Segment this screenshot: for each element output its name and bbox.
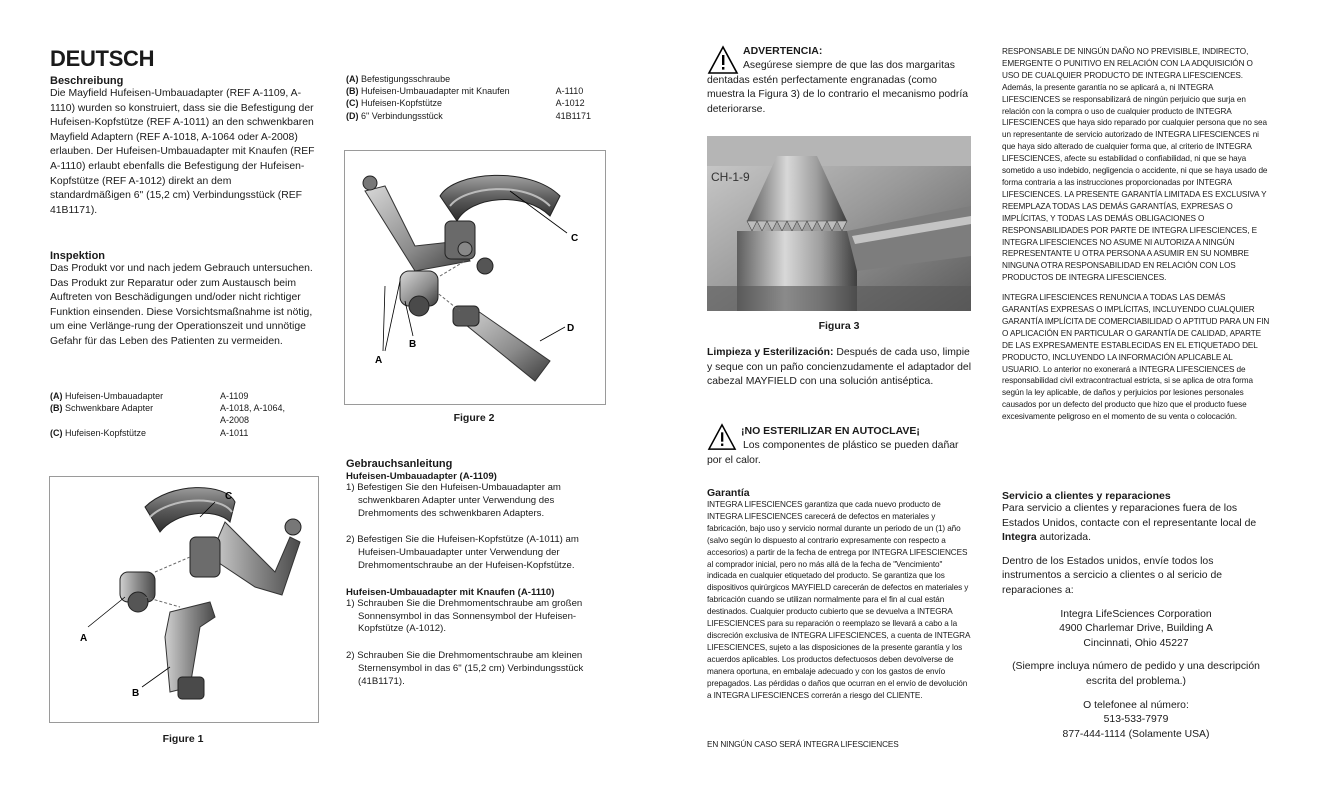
figure-2 bbox=[344, 150, 606, 405]
inspektion-text: Das Produkt vor und nach jedem Gebrauch untersuchen. Das Produkt zur Reparatur oder zum Austausch beim Auftreten von Beschädigungen und/oder nicht richtiger Funktion einsenden. Diese Vorsichtsmaßnahme ist nötig, um eine Verlänge-rung der Operationszeit und unnötige Gefahr für das Leben des Patienten zu vermeiden. bbox=[50, 263, 313, 347]
part-key: (B) bbox=[346, 86, 359, 97]
address-block bbox=[1002, 608, 1270, 652]
table-row bbox=[346, 97, 591, 109]
parts-list-fig1 bbox=[50, 390, 315, 439]
dentro-text: Dentro de los Estados unidos, envíe todos los instrumentos a sercicio a clientes o al sericio de reparaciones a: bbox=[1002, 555, 1223, 596]
figure-2-illustration bbox=[345, 151, 605, 404]
gebrauch-title: Gebrauchsanleitung bbox=[346, 458, 453, 470]
part-code: A-1110 bbox=[555, 86, 584, 97]
limpieza-title: Limpieza y Esterilización: bbox=[707, 347, 834, 358]
beschreibung-text: Die Mayfield Hufeisen-Umbauadapter (REF A-1109, A-1110) wurden so konstruiert, dass sie die Befestigung der Hufeisen-Kopfstütze (REF A-1011) an den schwenkbaren Mayfield Adaptern (REF A-1018, A-1064 oder A-2008) erlauben. Der Hufeisen-Umbauadapter mit Knaufen (REF A-1110) erlaubt ebenfalls die Befestigung der Hufeisen-Kopfstütze (REF A-1012) direkt an dem standardmäßigen 6" (15,2 cm) Verbindungsstück (REF 41B1171). bbox=[50, 88, 315, 216]
limpieza-text: Después de cada uso, limpie y seque con un paño concienzudamente el adaptador del cabezal MAYFIELD con una solución antiséptica. bbox=[707, 347, 972, 388]
part-code: A-1011 bbox=[220, 427, 249, 438]
part-key: (C) bbox=[50, 427, 63, 438]
warning-title: ADVERTENCIA: bbox=[743, 45, 823, 57]
list-item: 2) Befestigen Sie die Hufeisen-Kopfstütze (A-1011) am Hufeisen-Umbauadapter unter Verwendung der Drehmomentschraube an der Hufeisen-Kopfstütze. bbox=[346, 534, 579, 571]
figure-3-caption: Figura 3 bbox=[818, 320, 860, 332]
part-key: (C) bbox=[346, 98, 359, 109]
part-name: Hufeisen-Umbauadapter bbox=[65, 391, 164, 401]
list-item: 1) Befestigen Sie den Hufeisen-Umbauadapter am schwenkbaren Adapter unter Verwendung des Drehmoments des schwenkbaren Adapters. bbox=[346, 482, 561, 519]
figure-3-photo bbox=[707, 136, 971, 311]
part-name: Befestigungsschraube bbox=[361, 74, 451, 84]
phone-number-2: 877-444-1114 (Solamente USA) bbox=[1062, 728, 1210, 740]
servicio-text-pre: Para servicio a clientes y reparaciones fuera de los Estados Unidos, contacte con el representante local de bbox=[1002, 503, 1257, 529]
figure-1-label-b: B bbox=[132, 688, 140, 699]
address-line-2: 4900 Charlemar Drive, Building A bbox=[1059, 623, 1213, 635]
part-name: Hufeisen-Kopfstütze bbox=[65, 427, 147, 438]
parts-table-fig1 bbox=[50, 390, 315, 439]
figure-2-label-d: D bbox=[567, 323, 575, 334]
list-item: 1) Schrauben Sie die Drehmomentschraube am großen Sonnensymbol in das Sonnensymbol der Hufeisen-Kopfstütze (A-1012). bbox=[346, 597, 583, 635]
address-line-1: Integra LifeSciences Corporation bbox=[1060, 608, 1212, 620]
part-name: Schwenkbare Adapter bbox=[65, 403, 154, 414]
part-key: (A) bbox=[346, 74, 359, 84]
no-esterilizar-title: ¡NO ESTERILIZAR EN AUTOCLAVE¡ bbox=[741, 425, 920, 437]
servicio-title: Servicio a clientes y reparaciones bbox=[1002, 490, 1171, 502]
part-name: Hufeisen-Kopfstütze bbox=[361, 98, 443, 109]
parts-list-fig2 bbox=[346, 73, 591, 122]
figure-1-caption: Figure 1 bbox=[162, 733, 204, 745]
figure-1 bbox=[49, 476, 319, 723]
table-row bbox=[50, 427, 315, 439]
figure-1-label-c: C bbox=[225, 491, 233, 502]
beschreibung-section bbox=[50, 75, 315, 218]
part-code: A-1109 bbox=[220, 391, 249, 401]
part-key: (B) bbox=[50, 403, 63, 414]
warning-section bbox=[707, 45, 971, 117]
warning-text: Asegúrese siempre de que las dos margaritas dentadas estén perfectamente engranadas (como muestra la Figura 3) de lo contrario el mecanismo podría deteriorarse. bbox=[707, 60, 969, 115]
garantia-section bbox=[707, 487, 971, 701]
list-item: 2) Schrauben Sie die Drehmomentschraube am kleinen Sternensymbol in das 6" (15,2 cm) Verbindungsstück (41B1171). bbox=[346, 650, 584, 687]
no-esterilizar-section bbox=[707, 423, 971, 468]
part-key: (D) bbox=[346, 110, 359, 121]
table-row bbox=[50, 402, 315, 426]
figure-2-label-b: B bbox=[409, 339, 417, 350]
servicio-text-post: autorizada. bbox=[1036, 532, 1091, 544]
page-heading: DEUTSCH bbox=[50, 46, 155, 71]
inspektion-section bbox=[50, 250, 315, 350]
phone-label: O telefonee al número: bbox=[1083, 699, 1189, 711]
disclaimer-para-1: RESPONSABLE DE NINGÚN DAÑO NO PREVISIBLE, INDIRECTO, EMERGENTE O PUNITIVO EN RELACIÓN CON LA ADQUISICIÓN O USO DE CUALQUIER PRODUCTO DE INTEGRA LIFESCIENCES. Además, la presente garantía no se aplicará a, ni INTEGRA LIFESCIENCES se responsabilizará de ningún perjuicio que surja en relación con la compra o uso de cualquier producto de INTEGRA LIFESCIENCES que haya sido reparado por cualquier persona que no sea un representante de servicio autorizado de INTEGRA LIFESCIENCES ni que haya sido alterado de cualquier forma que, al criterio de INTEGRA LIFESCIENCES, afecte su estabilidad o confiabilidad, ni que se haya sometido a uso indebido, negligencia o accidente, ni que se haya usado de forma contraria a las instrucciones proporcionadas por INTEGRA LIFESCIENCES. LA PRESENTE GARANTÍA LIMITADA ES EXCLUSIVA Y REEMPLAZA TODAS LAS DEMÁS GARANTÍAS, EXPRESAS O IMPLÍCITAS, Y TODAS LAS DEMÁS OBLIGACIONES O RESPONSABILIDADES POR PARTE DE INTEGRA LIFESCIENCES, E INTEGRA LIFESCIENCES NO ASUME NI AUTORIZA A NINGÚN REPRESENTANTE U OTRA PERSONA A ASUMIR EN SU NOMBRE NINGUNA OTRA RESPONSABILIDAD EN RELACIÓN CON LOS PRODUCTOS DE INTEGRA LIFESCIENCES. bbox=[1002, 47, 1268, 283]
part-code: A-1018, A-1064, A-2008 bbox=[220, 403, 286, 426]
inspektion-title: Inspektion bbox=[50, 250, 106, 262]
table-row bbox=[346, 73, 591, 85]
servicio-text-bold: Integra bbox=[1002, 532, 1037, 544]
disclaimer-para-2: INTEGRA LIFESCIENCES RENUNCIA A TODAS LAS DEMÁS GARANTÍAS EXPRESAS O IMPLÍCITAS, INCLUYENDO CUALQUIER GARANTÍA IMPLÍCITA DE COMERCIABILIDAD O APTITUD PARA UN FIN O APLICACIÓN EN PARTICULAR O GARANTÍA DE CALIDAD, APARTE DE LAS EXPRESAMENTE ESTABLECIDAS EN EL ETIQUETADO DEL PRODUCTO, INCLUYENDO LA INFORMACIÓN APLICABLE AL USUARIO. Lo anterior no exonerará a INTEGRA LIFESCIENCES de responsabilidad civil extracontractual estricta, si se aplica de otra forma según la ley aplicable, de daños y perjuicios por lesiones personales causados por un defecto del producto que hizo que el producto fuese excesivamente peligroso en el momento de su venta o colocación. bbox=[1002, 293, 1270, 422]
figure-2-label-a: A bbox=[375, 355, 383, 366]
disclaimer-section bbox=[1002, 46, 1270, 423]
table-row bbox=[50, 390, 315, 402]
table-row bbox=[346, 110, 591, 122]
sub2-steps bbox=[346, 598, 591, 689]
address-line-3: Cincinnati, Ohio 45227 bbox=[1083, 637, 1189, 649]
garantia-title: Garantía bbox=[707, 487, 750, 499]
table-row bbox=[346, 85, 591, 97]
limpieza-section bbox=[707, 346, 971, 390]
warning-icon bbox=[707, 423, 737, 451]
gebrauchsanleitung-section bbox=[346, 458, 591, 703]
phone-block bbox=[1002, 699, 1270, 743]
warning-icon bbox=[707, 45, 739, 75]
figure-2-label-c: C bbox=[571, 233, 579, 244]
figure-3-illustration bbox=[707, 136, 971, 311]
part-code: A-1012 bbox=[555, 98, 585, 109]
sub2-title: Hufeisen-Umbauadapter mit Knaufen (A-1110) bbox=[346, 586, 555, 598]
figure-1-illustration bbox=[50, 477, 318, 722]
part-name: Hufeisen-Umbauadapter mit Knaufen bbox=[361, 86, 510, 97]
servicio-section bbox=[1002, 490, 1270, 742]
no-esterilizar-text: Los componentes de plástico se pueden dañar por el calor. bbox=[707, 440, 959, 466]
phone-number-1: 513-533-7979 bbox=[1103, 714, 1169, 726]
part-code bbox=[556, 73, 591, 85]
order-note: (Siempre incluya número de pedido y una descripción escrita del problema.) bbox=[1012, 661, 1260, 687]
parts-table-fig2 bbox=[346, 73, 591, 122]
part-key: (A) bbox=[50, 391, 63, 401]
photo-stamp-text: CH-1-9 bbox=[711, 170, 750, 184]
part-name: 6" Verbindungsstück bbox=[361, 110, 443, 121]
garantia-tail: EN NINGÚN CASO SERÁ INTEGRA LIFESCIENCES bbox=[707, 740, 899, 749]
garantia-text: INTEGRA LIFESCIENCES garantiza que cada nuevo producto de INTEGRA LIFESCIENCES carecerá de defectos en materiales y fabricación, bajo uso y servicio normal durante un periodo de un (1) año (salvo según lo dispuesto al contrario expresamente con respecto a accesorios) a partir de la fecha de entrega por INTEGRA LIFESCIENCES al comprador inicial, pero no más allá de la fecha de "Vencimiento" indicada en cualquier etiquetado del producto. Se garantiza que los dispositivos quirúrgicos MAYFIELD carecerán de defectos en materiales y fabricación cuando se utilizan normalmente para el fin al cual están destinados. Cualquier producto cubierto que se devuelva a INTEGRA LIFESCIENCES para su reparación o reemplazo se llevará a cabo a la discreción exclusiva de INTEGRA LIFESCIENCES, a cuenta de INTEGRA LIFESCIENCES, sujeto a las disposiciones de la presente garantía y los acuerdos aplicables. Los productos defectuosos deben devolverse de manera oportuna, en embalaje adecuado y con los gastos de envío prepagados. Las pérdidas o daños que ocurran en el envío de devolución a INTEGRA LIFESCIENCES correrán a riesgo del CLIENTE. bbox=[707, 500, 970, 700]
sub1-steps bbox=[346, 482, 591, 573]
part-code: 41B1171 bbox=[555, 110, 591, 121]
beschreibung-title: Beschreibung bbox=[50, 75, 124, 87]
figure-1-label-a: A bbox=[80, 633, 88, 644]
sub1-title: Hufeisen-Umbauadapter (A-1109) bbox=[346, 471, 497, 482]
figure-2-caption: Figure 2 bbox=[453, 412, 495, 424]
